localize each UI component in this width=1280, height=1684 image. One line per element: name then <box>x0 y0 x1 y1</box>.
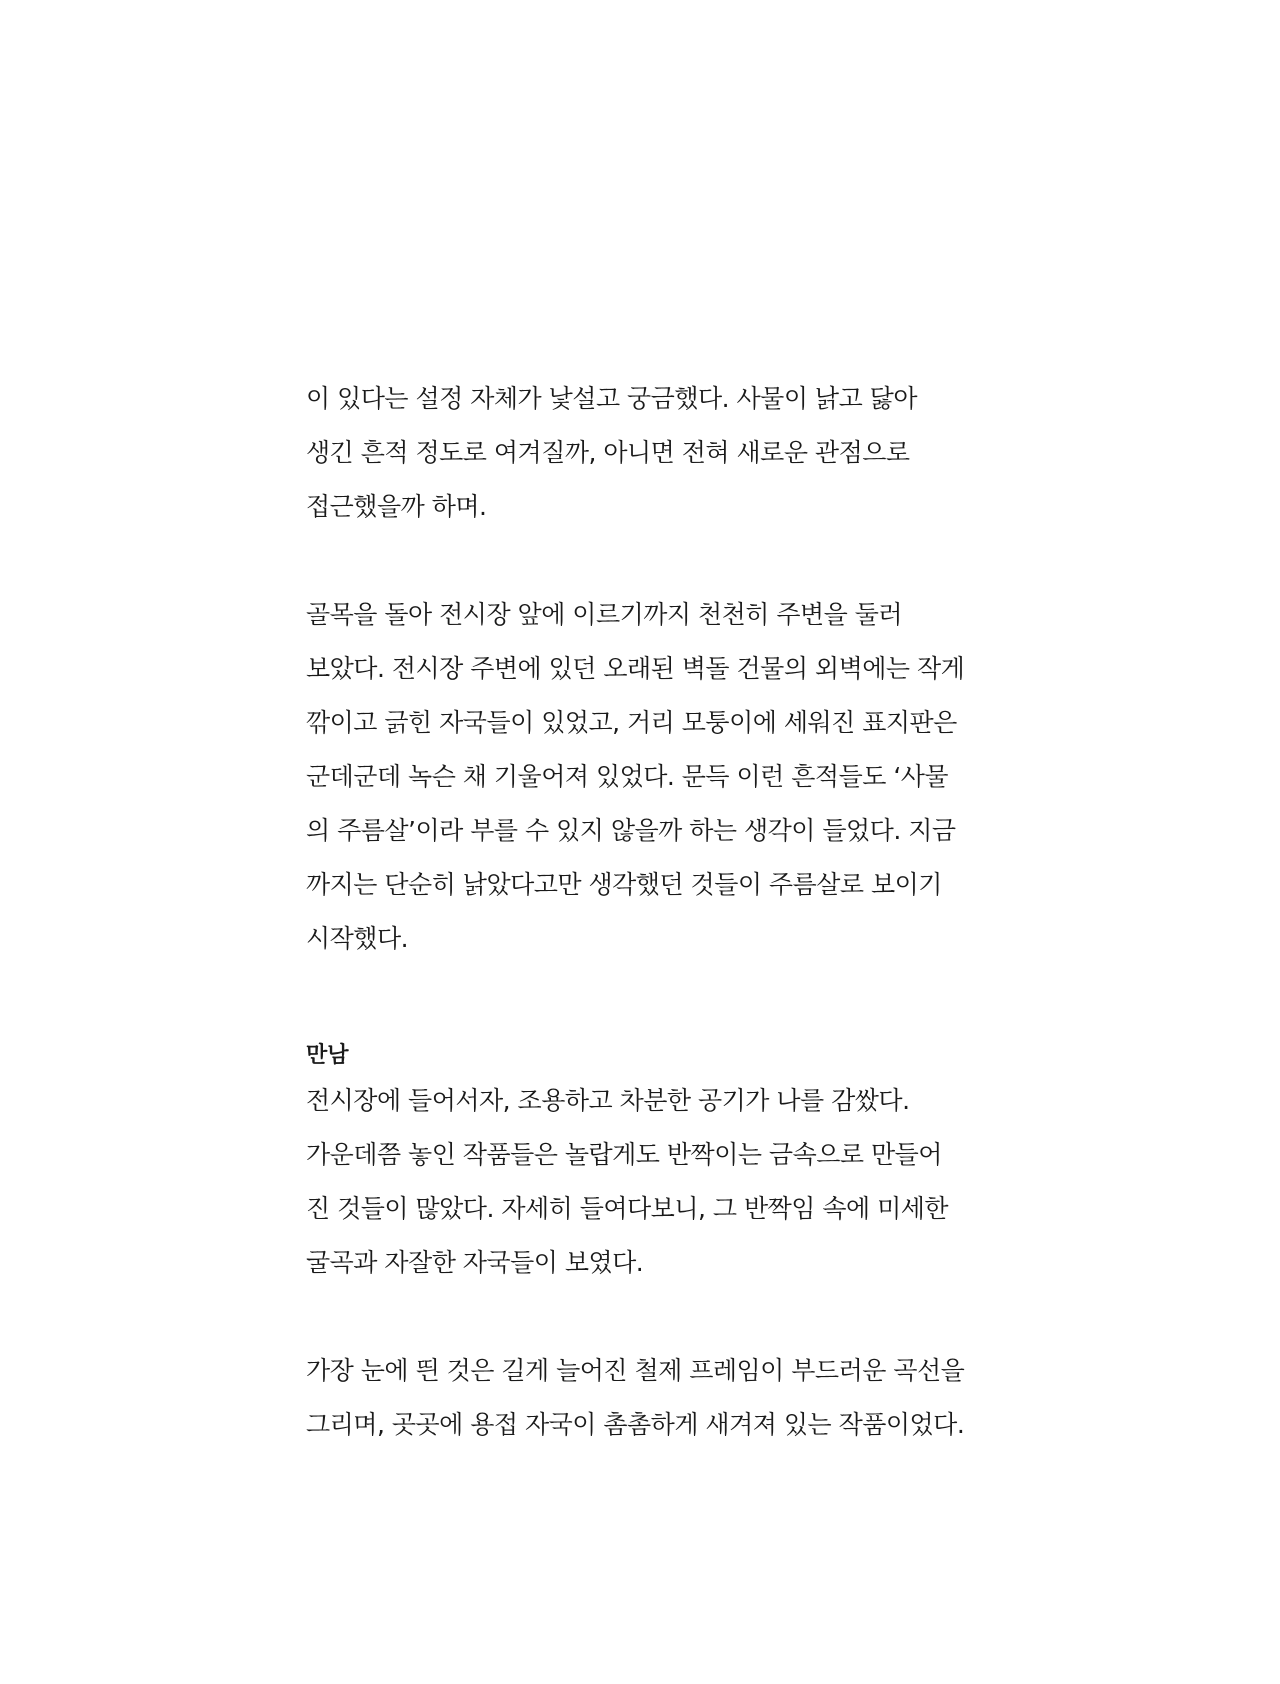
paragraph-spacer <box>306 534 976 588</box>
paragraph-steel-frame-work <box>306 1344 976 1452</box>
text-line: 접근했을까 하며. <box>306 492 487 521</box>
text-line: 의 주름살’이라 부를 수 있지 않을까 하는 생각이 들었다. 지금 <box>306 816 956 845</box>
paragraph-entering-exhibition <box>306 1074 976 1290</box>
text-line: 골목을 돌아 전시장 앞에 이르기까지 천천히 주변을 둘러 <box>306 600 903 629</box>
document-page <box>306 372 976 1452</box>
text-line: 까지는 단순히 낡았다고만 생각했던 것들이 주름살로 보이기 <box>306 870 942 899</box>
text-line: 전시장에 들어서자, 조용하고 차분한 공기가 나를 감쌌다. <box>306 1086 910 1115</box>
text-line: 시작했다. <box>306 924 409 953</box>
text-line: 이 있다는 설정 자체가 낯설고 궁금했다. 사물이 낡고 닳아 <box>306 384 917 413</box>
text-line: 생긴 흔적 정도로 여겨질까, 아니면 전혀 새로운 관점으로 <box>306 438 910 467</box>
text-line: 가운데쯤 놓인 작품들은 놀랍게도 반짝이는 금속으로 만들어 <box>306 1140 942 1169</box>
paragraph-alley-walk <box>306 588 976 966</box>
text-line: 보았다. 전시장 주변에 있던 오래된 벽돌 건물의 외벽에는 작게 <box>306 654 965 683</box>
text-line: 굴곡과 자잘한 자국들이 보였다. <box>306 1248 644 1277</box>
text-line: 진 것들이 많았다. 자세히 들여다보니, 그 반짝임 속에 미세한 <box>306 1194 949 1223</box>
text-line: 군데군데 녹슨 채 기울어져 있었다. 문득 이런 흔적들도 ‘사물 <box>306 762 949 791</box>
paragraph-intro-continuation <box>306 372 976 534</box>
section-heading: 만남 <box>306 1043 349 1068</box>
paragraph-spacer <box>306 1290 976 1344</box>
text-line: 그리며, 곳곳에 용접 자국이 촘촘하게 새겨져 있는 작품이었다. <box>306 1410 965 1439</box>
section-spacer <box>306 966 976 1020</box>
text-line: 깎이고 긁힌 자국들이 있었고, 거리 모퉁이에 세워진 표지판은 <box>306 708 957 737</box>
text-line: 가장 눈에 띈 것은 길게 늘어진 철제 프레임이 부드러운 곡선을 <box>306 1356 965 1385</box>
